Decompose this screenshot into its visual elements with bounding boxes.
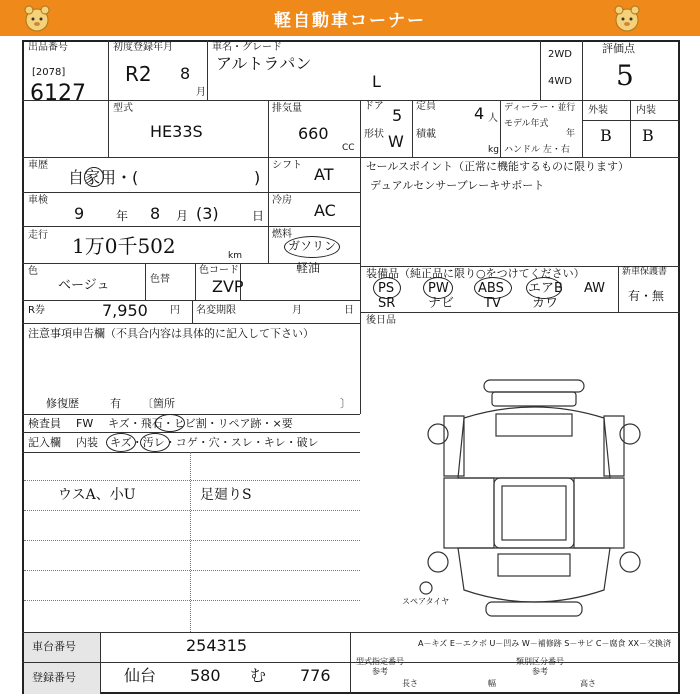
chassis-label: 車台番号 — [32, 640, 76, 653]
equip-sr: SR — [378, 296, 396, 311]
first-reg-label: 初度登録年月 — [113, 42, 173, 53]
displacement-value: 660 — [298, 124, 329, 143]
score-int-label: 内装 — [636, 105, 656, 116]
mileage-unit: km — [228, 251, 242, 261]
car-name: アルトラパン — [216, 54, 312, 73]
inspection-month-unit: 月 — [176, 209, 189, 223]
lot-label: 出品番号 — [28, 42, 68, 53]
inspection-label: 車検 — [28, 195, 48, 206]
model-value: HE33S — [150, 122, 203, 141]
designation-ref2: 参考 — [532, 667, 548, 676]
record-items: キズ・汚レ・コゲ・穴・スレ・キレ・破レ — [110, 436, 319, 449]
recycle-value: 有・無 — [628, 289, 665, 303]
notes-repair-label: 修復歴 — [46, 397, 79, 410]
plate-number: 776 — [300, 666, 331, 685]
record-interior: 内装 — [76, 436, 98, 449]
score-label: 評価点 — [602, 42, 635, 55]
inspection-day-unit: 日 — [252, 209, 265, 223]
sales-point-label: セールスポイント（正常に機能するものに限ります） — [366, 160, 630, 173]
car-label: 車名・グレード — [212, 42, 282, 53]
color-label: 色 — [28, 266, 38, 277]
designation-a-label: 型式指定番号 — [356, 657, 404, 666]
car-grade: L — [372, 72, 381, 91]
record-circle-mark — [106, 433, 136, 452]
shape-label: 形状 — [364, 129, 384, 140]
bear-logo-icon — [22, 3, 52, 33]
inspection-month: 8 — [150, 204, 161, 223]
load-label: 積載 — [416, 129, 436, 140]
score-ext: B — [600, 126, 612, 145]
designation-width: 幅 — [488, 679, 496, 688]
equip-navi: ナビ — [428, 296, 455, 311]
model-label: 型式 — [113, 103, 133, 114]
handwritten-note-2: 足廻りS — [200, 487, 252, 503]
equip-circle-mark — [474, 277, 512, 299]
equip-aw: AW — [584, 281, 606, 296]
doors-label: ドア — [364, 101, 384, 112]
load-unit: kg — [488, 145, 499, 155]
designation-length: 長さ — [402, 679, 418, 688]
score-ext-label: 外装 — [588, 105, 608, 116]
displacement-label: 排気量 — [272, 103, 302, 114]
lot-number: 6127 — [30, 81, 86, 106]
fuel-value: ガソリン — [288, 239, 337, 253]
notes-label: 注意事項申告欄（不具合内容は具体的に記入して下さい） — [28, 327, 314, 340]
mileage-label: 走行 — [28, 230, 48, 241]
plate-region: 仙台 — [124, 666, 157, 685]
record-label: 記入欄 — [28, 436, 61, 449]
equip-tv: TV — [484, 296, 501, 311]
r-ticket-unit: 円 — [170, 305, 180, 316]
dealer-handle: ハンドル 左・右 — [504, 145, 570, 155]
plate-class: 580 — [190, 666, 221, 685]
color-value: ベージュ — [58, 278, 110, 293]
equip-leather: カワ — [532, 296, 559, 311]
inspector-label: 検査員 — [28, 417, 61, 430]
color-code: ZVP — [212, 277, 244, 296]
equip-airbag: エアB — [528, 281, 563, 296]
plate-kana: む — [250, 666, 267, 685]
color-tone-label: 色替 — [150, 274, 170, 285]
r-ticket-label: R券 — [28, 305, 45, 316]
sales-point-value: デュアルセンサーブレーキサポート — [370, 179, 545, 192]
displacement-unit: CC — [342, 143, 355, 153]
equip-ps: PS — [378, 281, 395, 296]
equip-pw: PW — [428, 281, 449, 296]
inspector-fw: FW — [76, 417, 94, 430]
rear-seat-label: 後日品 — [366, 315, 396, 326]
designation-height: 高さ — [580, 679, 596, 688]
shift-value: AT — [314, 165, 334, 184]
dealer-label: ディーラー・並行 — [504, 103, 576, 113]
drive-2wd: 2WD — [548, 49, 572, 60]
record-circle-mark — [140, 433, 170, 452]
history-close: ) — [254, 168, 261, 187]
ac-value: AC — [314, 201, 336, 220]
damage-legend: A－キズ E－エクボ U－凹み W－補修跡 S－サビ C－腐食 XX－交換済 — [418, 639, 672, 648]
handwritten-note-1: ウスA、小U — [58, 487, 136, 503]
designation-ref: 参考 — [372, 667, 388, 676]
drive-4wd: 4WD — [548, 76, 572, 87]
meigi-day: 日 — [344, 305, 354, 316]
page-title: 軽自動車コーナー — [274, 11, 426, 31]
car-body-diagram — [404, 378, 664, 624]
meigi-label: 名変期限 — [196, 305, 236, 316]
plate-label: 登録番号 — [32, 671, 76, 684]
capacity-value: 4 — [474, 104, 485, 123]
designation-b-label: 類別区分番号 — [516, 657, 564, 666]
r-ticket-value: 7,950 — [102, 301, 148, 320]
notes-repair-place: 〔箇所 — [142, 397, 175, 410]
inspector-items: キズ・飛石・ヒビ割・リペア跡・×要 — [108, 417, 293, 430]
shape-value: W — [388, 132, 404, 151]
first-reg-month: 8 — [180, 64, 191, 83]
ac-label: 冷房 — [272, 195, 292, 206]
equip-circle-mark — [526, 277, 562, 299]
first-reg-unit: 月 — [196, 87, 206, 98]
notes-repair-value: 有 — [110, 397, 121, 410]
fuel-label: 燃料 — [272, 229, 292, 240]
equip-circle-mark — [423, 277, 453, 299]
chassis-value: 254315 — [186, 636, 248, 655]
recycle-label: 新車保護書 — [622, 267, 668, 277]
equip-abs: ABS — [478, 281, 504, 296]
shift-label: シフト — [272, 160, 302, 171]
equipment-label: 装備品（純正品に限り○をつけてください） — [366, 267, 585, 280]
spare-label: スペアタイヤ — [402, 597, 450, 606]
inspection-year: 9 — [74, 204, 85, 223]
history-circle-mark — [84, 167, 104, 187]
inspection-day: (3) — [196, 204, 219, 223]
color-code-label: 色コード — [199, 265, 239, 276]
history-value: 自家用・( — [68, 168, 139, 187]
first-reg-era: R2 — [125, 62, 152, 86]
fuel-alt: 軽油 — [296, 261, 321, 275]
lot-sub: [2078] — [32, 67, 66, 78]
capacity-label: 定員 — [416, 101, 436, 112]
fuel-circle-mark — [284, 236, 340, 258]
notes-repair-close: 〕 — [340, 397, 351, 410]
dealer-model-year: モデル年式 — [504, 119, 549, 129]
inspection-year-unit: 年 — [116, 209, 129, 223]
capacity-unit: 人 — [488, 113, 498, 124]
inspector-circle-mark — [155, 414, 185, 432]
dealer-year: 年 — [566, 129, 576, 139]
meigi-month: 月 — [292, 305, 302, 316]
score-value: 5 — [616, 59, 634, 92]
equip-circle-mark — [373, 277, 401, 299]
history-label: 車歴 — [28, 160, 48, 171]
score-int: B — [642, 126, 654, 145]
mileage-value: 1万0千502 — [72, 234, 176, 258]
doors-value: 5 — [392, 106, 403, 125]
bear-logo-icon — [612, 3, 642, 33]
